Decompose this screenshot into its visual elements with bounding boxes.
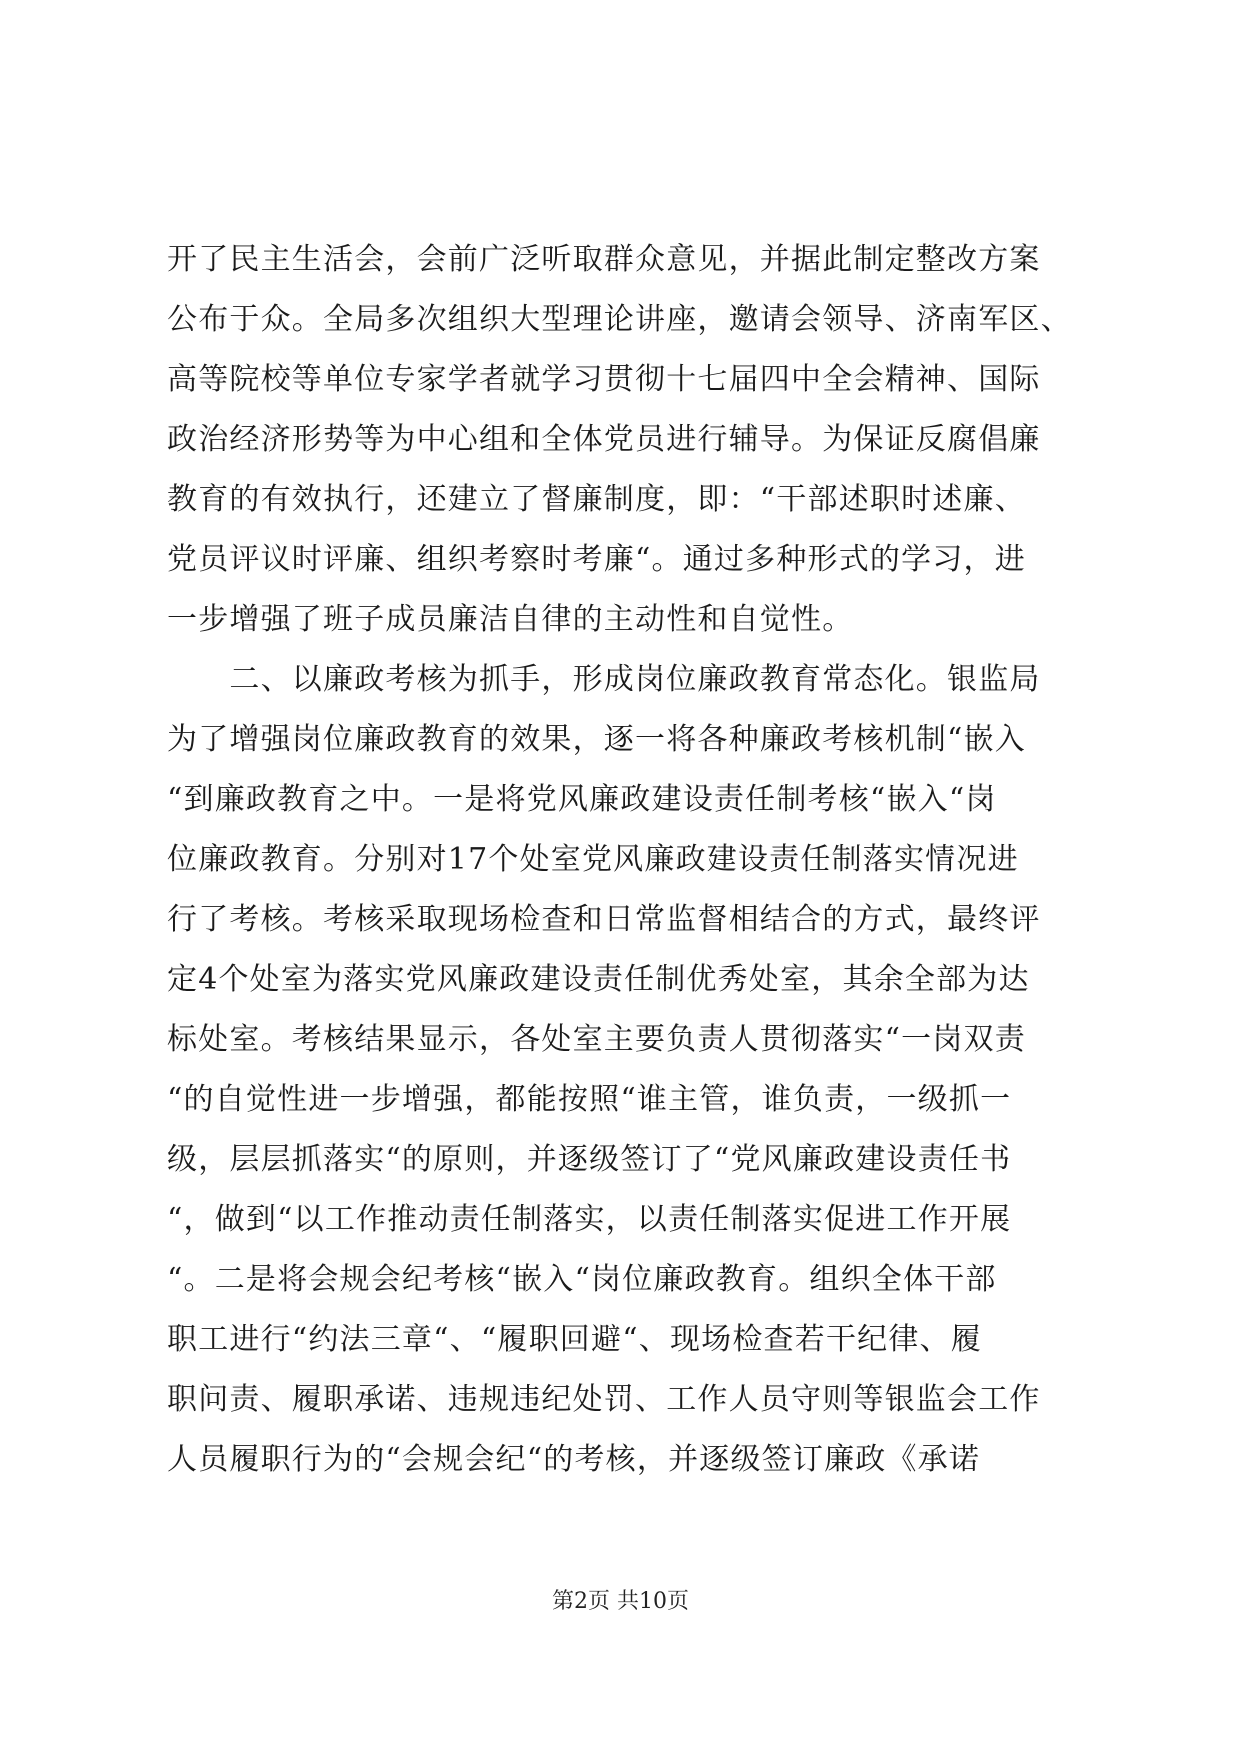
text-line: “。二是将会规会纪考核“嵌入“岗位廉政教育。组织全体干部: [167, 1262, 997, 1297]
text-line: 教育的有效执行，还建立了督廉制度，即：“干部述职时述廉、: [167, 482, 1026, 517]
text-line: 位廉政教育。分别对17个处室党风廉政建设责任制落实情况进: [167, 842, 1019, 877]
text-line: 级，层层抓落实“的原则，并逐级签订了“党风廉政建设责任书: [167, 1142, 1012, 1177]
page-footer: [0, 1587, 1241, 1617]
text-line: 党员评议时评廉、组织考察时考廉“。通过多种形式的学习，进: [167, 542, 1026, 577]
text-line: 公布于众。全局多次组织大型理论讲座，邀请会领导、济南军区、: [167, 302, 1072, 337]
body-text: [167, 230, 1077, 1490]
text-line: 高等院校等单位专家学者就学习贯彻十七届四中全会精神、国际: [167, 362, 1041, 397]
text-line: 二、以廉政考核为抓手，形成岗位廉政教育常态化。银监局: [167, 662, 1041, 697]
text-line: 政治经济形势等为中心组和全体党员进行辅导。为保证反腐倡廉: [167, 422, 1041, 457]
text-line: 标处室。考核结果显示，各处室主要负责人贯彻落实“一岗双责: [167, 1022, 1026, 1057]
text-line: 定4个处室为落实党风廉政建设责任制优秀处室，其余全部为达: [167, 962, 1030, 997]
text-line: 一步增强了班子成员廉洁自律的主动性和自觉性。: [167, 602, 854, 637]
text-line: “的自觉性进一步增强，都能按照“谁主管，谁负责，一级抓一: [167, 1082, 1012, 1117]
text-line: 为了增强岗位廉政教育的效果，逐一将各种廉政考核机制“嵌入: [167, 722, 1026, 757]
page-number-label: 第2页 共10页: [552, 1589, 689, 1614]
text-line: 职工进行“约法三章“、“履职回避“、现场检查若干纪律、履: [167, 1322, 982, 1357]
text-line: 职问责、履职承诺、违规违纪处罚、工作人员守则等银监会工作: [167, 1382, 1041, 1417]
text-line: 开了民主生活会，会前广泛听取群众意见，并据此制定整改方案: [167, 242, 1041, 277]
text-line: “到廉政教育之中。一是将党风廉政建设责任制考核“嵌入“岗: [167, 782, 997, 817]
text-line: “，做到“以工作推动责任制落实，以责任制落实促进工作开展: [167, 1202, 1012, 1237]
text-line: 行了考核。考核采取现场检查和日常监督相结合的方式，最终评: [167, 902, 1041, 937]
text-line: 人员履职行为的“会规会纪“的考核，并逐级签订廉政《承诺: [167, 1442, 981, 1477]
